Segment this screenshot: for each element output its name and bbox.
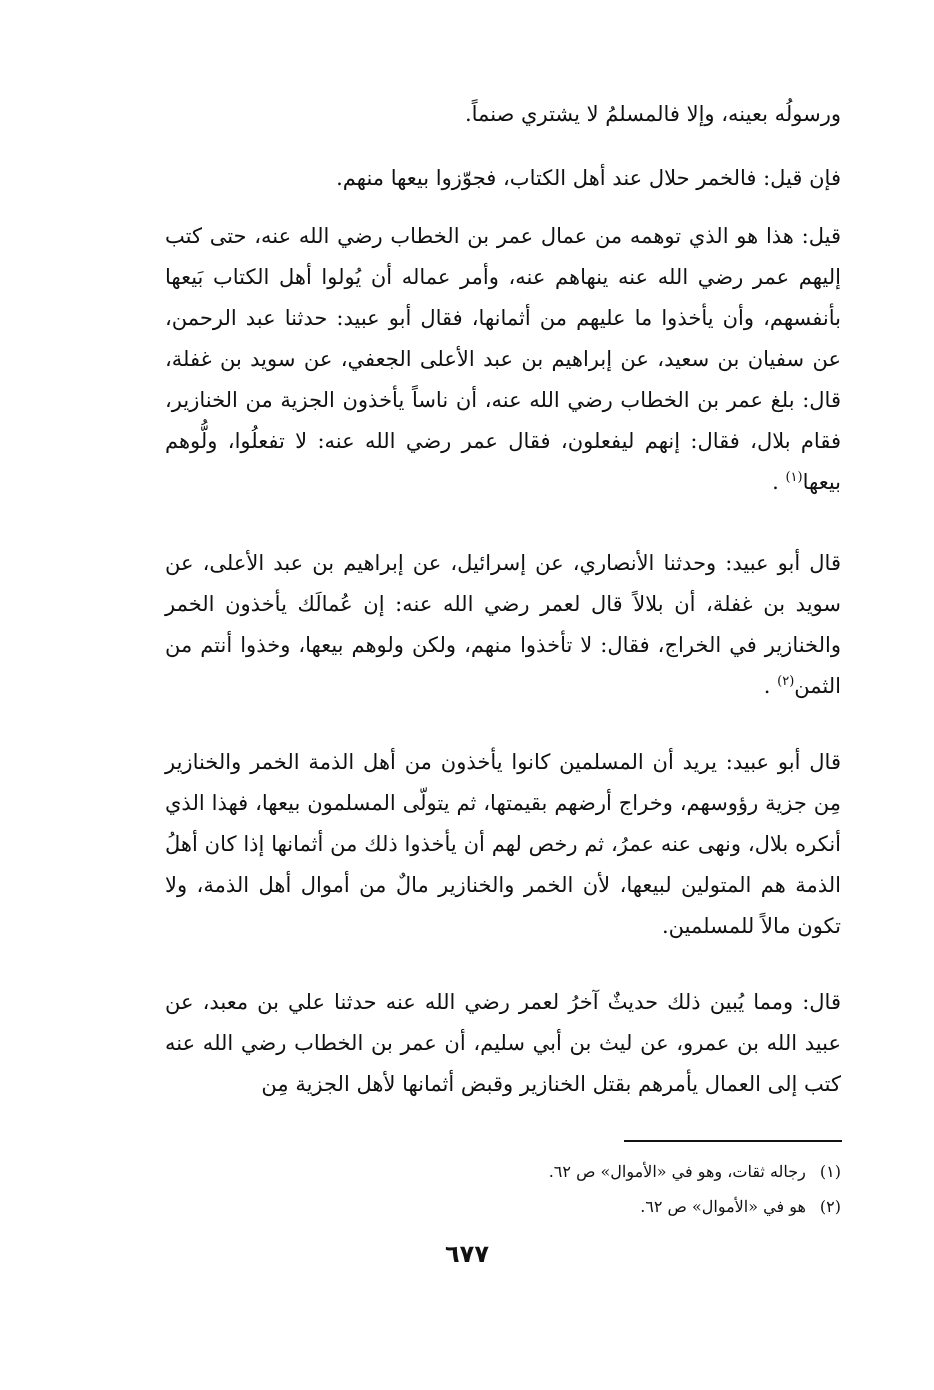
paragraph-text: فإن قيل: فالخمر حلال عند أهل الكتاب، فجوّزوا بيعها منهم. xyxy=(336,166,841,190)
paragraph-narration xyxy=(165,543,841,707)
footnote-reference-1[interactable]: (١) xyxy=(785,470,803,485)
footnote-divider xyxy=(624,1140,842,1142)
footnote-text: رجاله ثقات، وهو في «الأموال» ص ٦٢. xyxy=(548,1162,806,1181)
paragraph-text: قال: ومما يُبين ذلك حديثٌ آخرُ لعمر رضي الله عنه حدثنا علي بن معبد، عن عبيد الله بن عمرو، عن ليث بن أبي سليم، أن عمر بن الخطاب رضي الله عنه كتب إلى العمال يأمرهم بقتل الخنازير وقبض أثمانها لأهل الجزية مِن xyxy=(165,990,841,1096)
paragraph-text: ورسولُه بعينه، وإلا فالمسلمُ لا يشتري صنماً. xyxy=(464,102,841,126)
paragraph-text: قال أبو عبيد: يريد أن المسلمين كانوا يأخذون من أهل الذمة الخمر والخنازير مِن جزية رؤوسهم، وخراج أرضهم بقيمتها، ثم يتولّى المسلمون بيعها، فهذا الذي أنكره بلال، ونهى عنه عمرُ، ثم رخص لهم أن يأخذوا ذلك من أثمانها إذا كان أهلُ الذمة هم المتولين لبيعها، لأن الخمر والخنازير مالٌ من أموال أهل الذمة، ولا تكون مالاً للمسلمين. xyxy=(165,750,841,938)
paragraph-end-punctuation: . xyxy=(763,674,771,698)
paragraph-end-punctuation: . xyxy=(772,470,779,494)
footnote-text: هو في «الأموال» ص ٦٢. xyxy=(640,1197,806,1216)
paragraph-commentary xyxy=(165,742,841,947)
footnote-number: (١) xyxy=(819,1162,841,1181)
paragraph-continuation xyxy=(165,94,841,135)
paragraph-text: قال أبو عبيد: وحدثنا الأنصاري، عن إسرائيل، عن إبراهيم بن عبد الأعلى، عن سويد بن غفلة، أن بلالاً قال لعمر رضي الله عنه: إن عُمالَك يأخذون الخمر والخنازير في الخراج، فقال: لا تأخذوا منهم، ولكن ولوهم بيعها، وخذوا أنتم من الثمن xyxy=(165,551,841,698)
page-number: ٦٧٧ xyxy=(445,1240,489,1268)
paragraph-hadith xyxy=(165,982,841,1105)
paragraph-text: قيل: هذا هو الذي توهمه من عمال عمر بن الخطاب رضي الله عنه، حتى كتب إليهم عمر رضي الله عنه ينهاهم عنه، وأمر عماله أن يُولوا أهل الكتاب بَيعها بأنفسهم، وأن يأخذوا ما عليهم من أثمانها، فقال أبو عبيد: حدثنا عبد الرحمن، عن سفيان بن سعيد، عن إبراهيم بن عبد الأعلى الجعفي، عن سويد بن غفلة، قال: بلغ عمر بن الخطاب رضي الله عنه، أن ناساً يأخذون الجزية من الخنازير، فقام بلال، فقال: إنهم ليفعلون، فقال عمر رضي الله عنه: لا تفعلُوا، ولُّوهم بيعها xyxy=(165,224,841,494)
footnote-number: (٢) xyxy=(819,1197,841,1216)
paragraph-reply xyxy=(165,216,841,503)
footnote-2 xyxy=(165,1193,841,1221)
footnote-reference-2[interactable]: (٢) xyxy=(777,674,795,689)
footnote-1 xyxy=(165,1158,841,1186)
paragraph-objection xyxy=(165,158,841,199)
